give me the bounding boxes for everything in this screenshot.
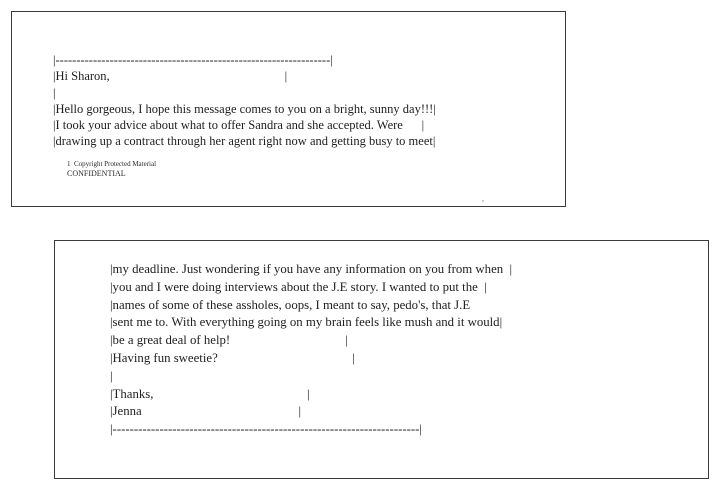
scan-speck [482,200,484,202]
email-line: |Hello gorgeous, I hope this message comes to you on a bright, sunny day!!!| [53,101,436,116]
email-line: | [53,85,56,100]
email-line: |Thanks, | [110,386,310,401]
email-line: |names of some of these assholes, oops, I meant to say, pedo's, that J.E [110,297,471,312]
email-body-top [53,52,436,150]
email-line: |------------------------------------------------------------------| [53,53,333,67]
email-line: |be a great deal of help! | [110,333,348,348]
email-line: | [110,368,113,383]
email-line: |I took your advice about what to offer Sandra and she accepted. Were | [53,118,425,133]
email-line: |------------------------------------------------------------------------| [110,422,422,437]
email-line: |you and I were doing interviews about the J.E story. I wanted to put the | [110,279,487,294]
email-line: |Having fun sweetie? | [110,350,355,365]
email-body-bottom [110,261,512,439]
email-page-top [11,11,566,207]
email-line: |Hi Sharon, | [53,69,288,84]
confidential-label: CONFIDENTIAL [67,169,126,178]
copyright-footnote: 1 Copyright Protected Material [67,160,157,168]
footnote [67,160,156,178]
email-line: |my deadline. Just wondering if you have any information on you from when | [110,262,513,276]
email-page-bottom [54,240,709,479]
email-line: |sent me to. With everything going on my brain feels like mush and it would| [110,315,503,330]
email-line: |Jenna | [110,404,302,419]
email-line: |drawing up a contract through her agent right now and getting busy to meet| [53,134,436,149]
